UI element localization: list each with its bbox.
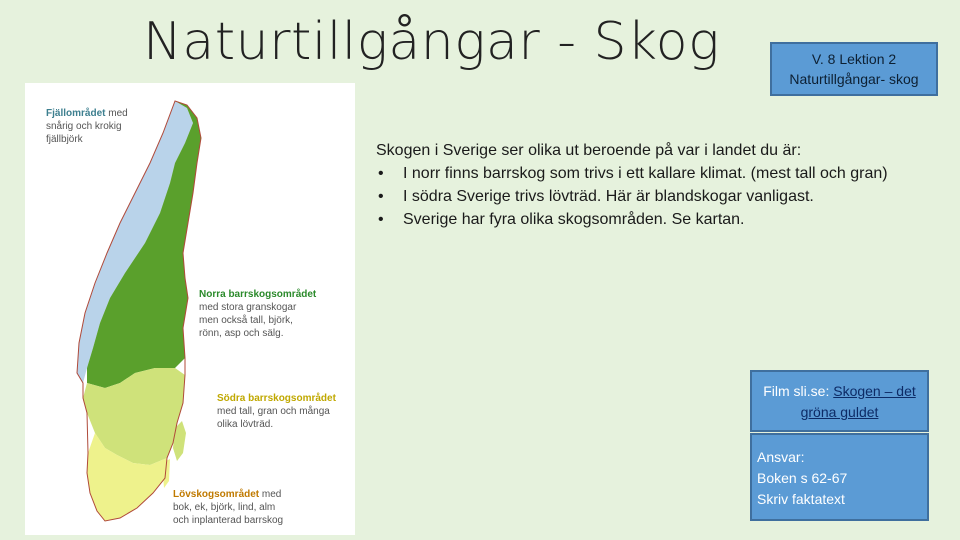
film-box — [750, 370, 929, 432]
body-bullet-2: • I södra Sverige trivs lövträd. Här är blandskogar vanligast. — [376, 185, 936, 208]
map-label-fjall: Fjällområdet med snårig och krokig fjällbjörk — [46, 108, 128, 145]
slide-body-text — [376, 139, 936, 231]
ansvar-book-pages: Boken s 62-67 — [757, 470, 848, 486]
film-label: Film sli.se: — [763, 383, 834, 399]
lesson-week-label: V. 8 Lektion 2 — [811, 51, 897, 67]
sweden-forest-map — [25, 83, 355, 535]
bullet-icon: • — [378, 165, 384, 182]
ansvar-box — [750, 433, 929, 521]
body-bullet-1: • I norr finns barrskog som trivs i ett kallare klimat. (mest tall och gran) — [376, 162, 936, 185]
map-label-sodra: Södra barrskogsområdet med tall, gran och många olika lövträd. — [217, 393, 336, 430]
map-label-norra: Norra barrskogsområdet med stora granskogar men också tall, björk, rönn, asp och sälg. — [199, 289, 317, 339]
bullet-icon: • — [378, 211, 384, 228]
bullet-icon: • — [378, 188, 384, 205]
ansvar-task: Skriv faktatext — [757, 491, 845, 507]
lesson-topic-label: Naturtillgångar- skog — [789, 71, 919, 87]
body-bullet-list — [376, 162, 936, 231]
lesson-box — [770, 42, 938, 96]
body-bullet-3: • Sverige har fyra olika skogsområden. Se kartan. — [376, 208, 936, 231]
ansvar-heading: Ansvar: — [757, 449, 805, 465]
slide-title: Naturtillgångar - Skog — [143, 12, 720, 72]
body-intro: Skogen i Sverige ser olika ut beroende på var i landet du är: — [376, 142, 802, 159]
map-label-lov: Lövskogsområdet med bok, ek, björk, lind, alm och inplanterad barrskog — [173, 489, 284, 526]
film-link[interactable]: Skogen – det gröna guldet — [800, 383, 916, 420]
